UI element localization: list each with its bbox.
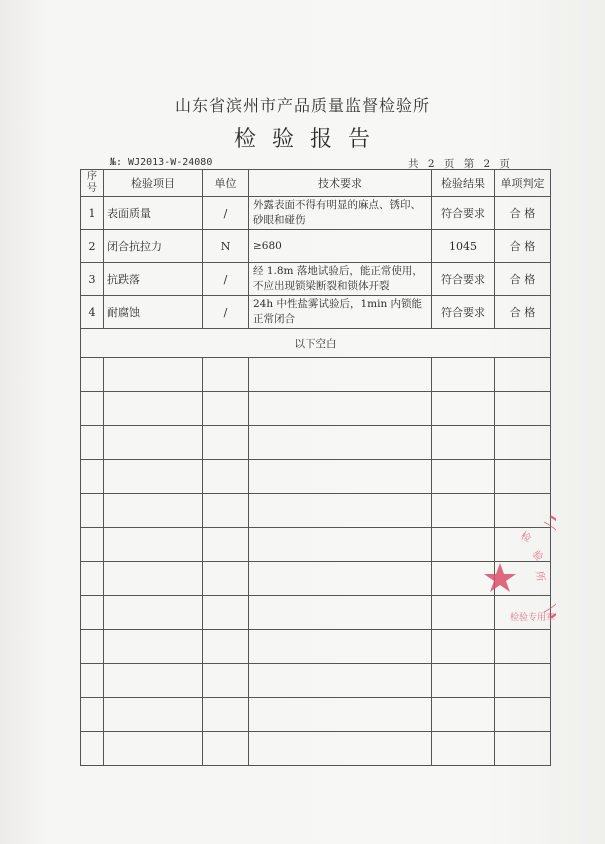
svg-text:验: 验 (529, 548, 545, 564)
column-header-item: 检验项目 (104, 170, 203, 197)
row-verdict: 合 格 (495, 197, 551, 230)
row-result: 符合要求 (432, 263, 495, 296)
column-header-unit: 单位 (203, 170, 249, 197)
column-header-no: 序号 (81, 170, 104, 197)
empty-row (81, 664, 551, 698)
row-no: 3 (81, 263, 104, 296)
row-unit: / (203, 296, 249, 329)
report-title: 检验报告 (233, 127, 386, 152)
empty-row (81, 698, 551, 732)
empty-row (81, 732, 551, 766)
row-item: 耐腐蚀 (104, 296, 203, 329)
row-result: 符合要求 (432, 197, 495, 230)
row-unit: / (203, 197, 249, 230)
row-requirement: ≥680 (249, 230, 432, 263)
blank-note: 以下空白 (81, 329, 551, 358)
row-no: 1 (81, 197, 104, 230)
inspection-table (80, 169, 551, 766)
column-header-verdict: 单项判定 (495, 170, 551, 197)
row-result: 1045 (432, 230, 495, 263)
row-requirement: 外露表面不得有明显的麻点、锈印、砂眼和碰伤 (249, 197, 432, 230)
empty-row (81, 392, 551, 426)
empty-row (81, 630, 551, 664)
column-header-requirement: 技术要求 (249, 170, 432, 197)
report-number: №: WJ2013-W-24080 (110, 157, 213, 168)
empty-row (81, 460, 551, 494)
row-verdict: 合 格 (495, 263, 551, 296)
row-item: 抗跌落 (104, 263, 203, 296)
empty-row (81, 358, 551, 392)
empty-row (81, 596, 551, 630)
row-item: 表面质量 (104, 197, 203, 230)
empty-row (81, 426, 551, 460)
empty-row (81, 562, 551, 596)
empty-row (81, 494, 551, 528)
table-row (81, 197, 551, 230)
row-result: 符合要求 (432, 296, 495, 329)
row-unit: / (203, 263, 249, 296)
row-unit: N (203, 230, 249, 263)
svg-text:检: 检 (518, 530, 533, 545)
row-no: 4 (81, 296, 104, 329)
row-item: 闭合抗拉力 (104, 230, 203, 263)
row-verdict: 合 格 (495, 230, 551, 263)
blank-note-row (81, 329, 551, 358)
table-header-row (81, 170, 551, 197)
table-row (81, 296, 551, 329)
column-header-result: 检验结果 (432, 170, 495, 197)
row-no: 2 (81, 230, 104, 263)
svg-text:检验专用章: 检验专用章 (510, 613, 556, 623)
institute-name: 山东省滨州市产品质量监督检验所 (174, 96, 430, 115)
row-requirement: 24h 中性盐雾试验后，1min 内锁能正常闭合 (249, 296, 432, 329)
page-count: 共 2 页 第 2 页 (408, 158, 511, 170)
svg-text:所: 所 (533, 570, 546, 583)
empty-row (81, 528, 551, 562)
table-row (81, 263, 551, 296)
row-requirement: 经 1.8m 落地试验后，能正常使用，不应出现锁梁断裂和锁体开裂 (249, 263, 432, 296)
table-row (81, 230, 551, 263)
row-verdict: 合 格 (495, 296, 551, 329)
